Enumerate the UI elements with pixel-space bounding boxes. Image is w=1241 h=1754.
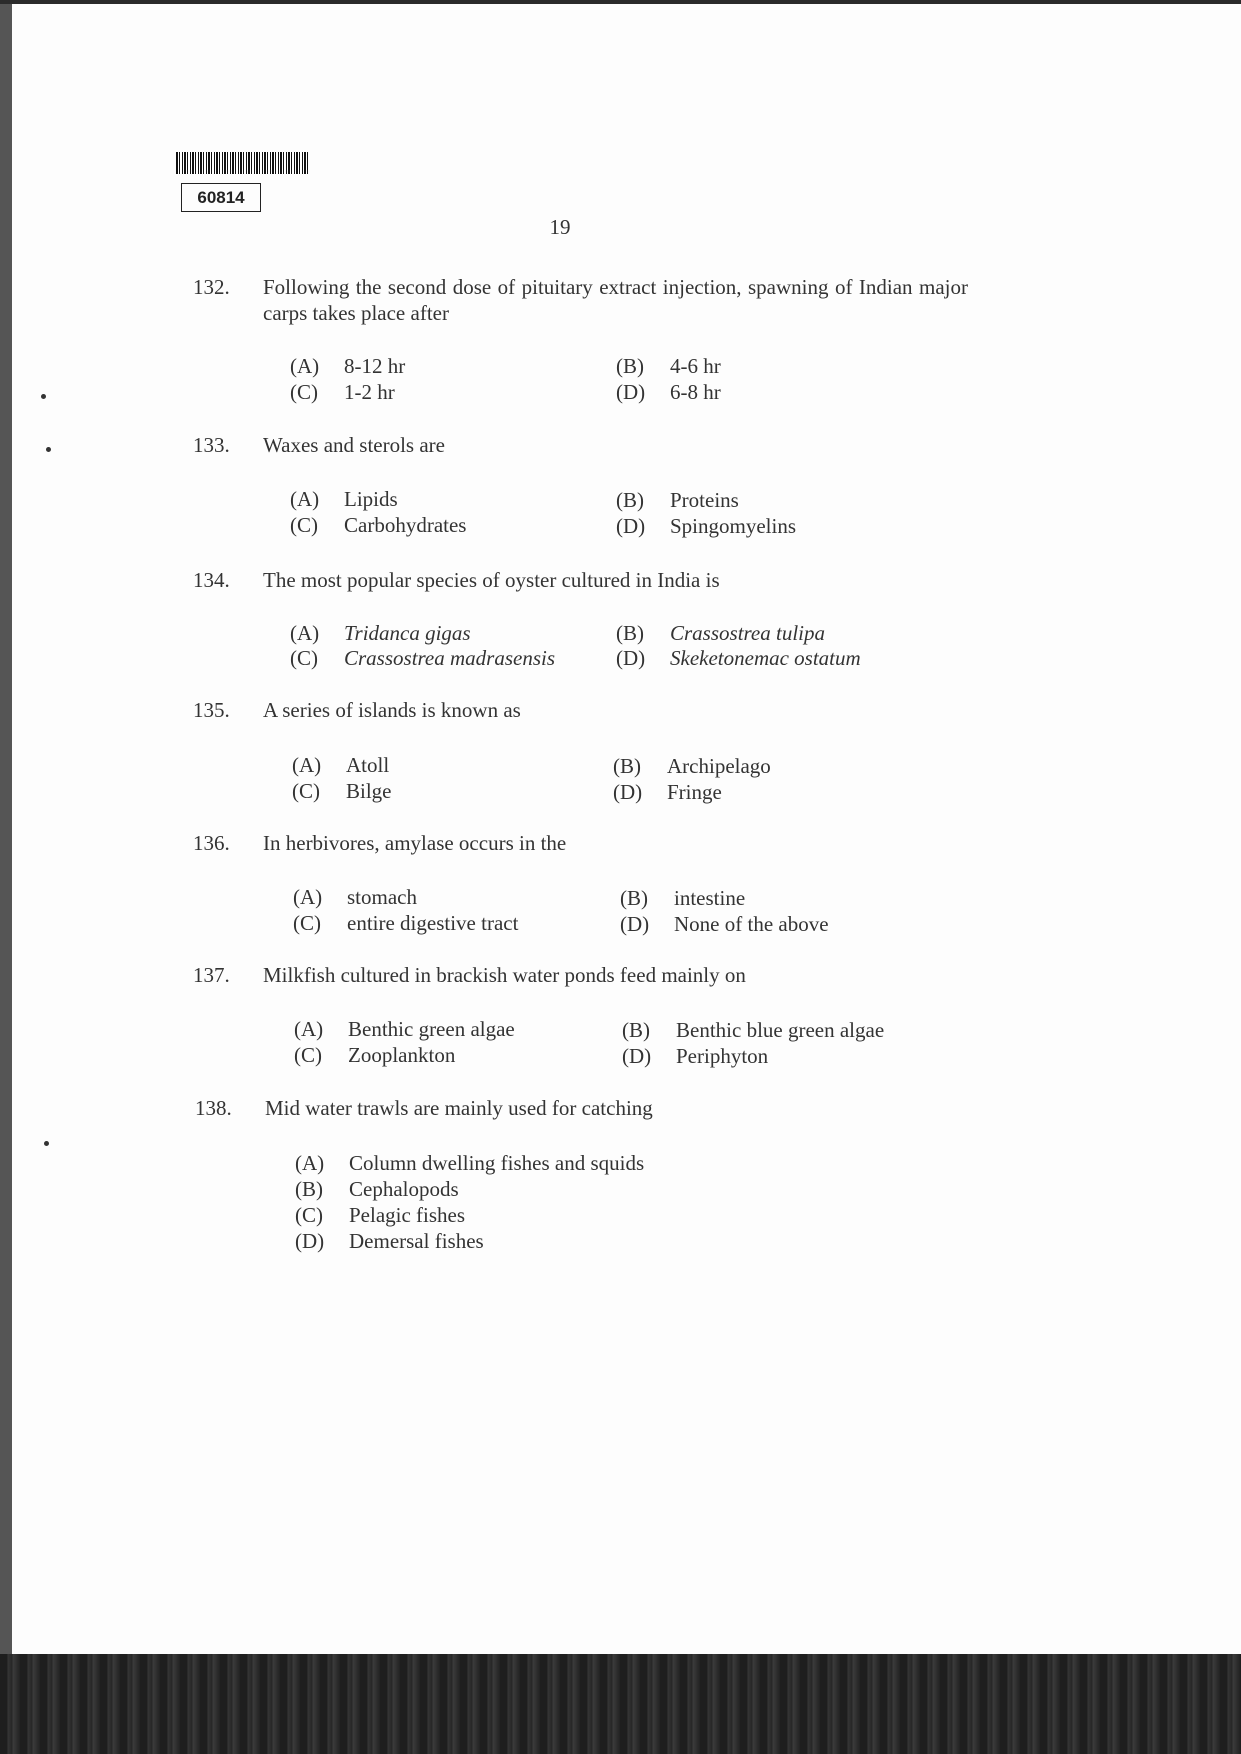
question-text: The most popular species of oyster cultured in India is bbox=[263, 568, 720, 592]
option-text: stomach bbox=[347, 885, 417, 909]
option-label: (B) bbox=[616, 488, 644, 512]
question-text: Milkfish cultured in brackish water ponds feed mainly on bbox=[263, 963, 746, 987]
question-text: Waxes and sterols are bbox=[263, 433, 445, 457]
option-label: (D) bbox=[622, 1044, 652, 1068]
option-label: (A) bbox=[293, 885, 323, 909]
option-label: (C) bbox=[294, 1043, 322, 1067]
booklet-code: 60814 bbox=[181, 183, 261, 212]
option-text: Spingomyelins bbox=[670, 514, 797, 538]
scan-edge bbox=[0, 4, 12, 1654]
option-label: (A) bbox=[294, 1017, 324, 1041]
option-text: Atoll bbox=[346, 753, 390, 777]
option-text: Cephalopods bbox=[349, 1177, 459, 1201]
option-text: Carbohydrates bbox=[344, 513, 467, 537]
option-label: (C) bbox=[290, 646, 318, 670]
option-text: entire digestive tract bbox=[347, 911, 519, 935]
option-text: Proteins bbox=[670, 488, 739, 512]
question-text: Following the second dose of pituitary extract injection, spawning of Indian major carps takes place after bbox=[263, 275, 968, 325]
question-number: 132. bbox=[193, 275, 230, 299]
option-label: (A) bbox=[290, 354, 320, 378]
option-text: 1-2 hr bbox=[344, 380, 395, 404]
option-text: Pelagic fishes bbox=[349, 1203, 466, 1227]
option-text: 6-8 hr bbox=[670, 380, 721, 404]
option-label: (D) bbox=[295, 1229, 325, 1253]
option-text: Benthic green algae bbox=[348, 1017, 515, 1041]
option-label: (D) bbox=[616, 514, 646, 538]
option-text: intestine bbox=[674, 886, 746, 910]
option-text: Zooplankton bbox=[348, 1043, 456, 1067]
option-text: Tridanca gigas bbox=[344, 621, 471, 645]
option-label: (C) bbox=[292, 779, 320, 803]
option-label: (B) bbox=[616, 621, 644, 645]
option-label: (A) bbox=[290, 487, 320, 511]
scan-speck bbox=[41, 394, 46, 399]
question-number: 138. bbox=[195, 1096, 232, 1120]
option-text: Skeketonemac ostatum bbox=[670, 646, 861, 670]
option-label: (C) bbox=[293, 911, 321, 935]
option-label: (C) bbox=[295, 1203, 323, 1227]
option-label: (B) bbox=[613, 754, 641, 778]
page-number: 19 bbox=[549, 215, 571, 239]
option-text: Crassostrea tulipa bbox=[670, 621, 825, 645]
option-text: Fringe bbox=[667, 780, 722, 804]
option-label: (A) bbox=[292, 753, 322, 777]
option-text: Crassostrea madrasensis bbox=[344, 646, 556, 670]
paper-sheet bbox=[0, 4, 1241, 1654]
option-label: (D) bbox=[620, 912, 650, 936]
option-text: 8-12 hr bbox=[344, 354, 406, 378]
option-label: (D) bbox=[616, 646, 646, 670]
option-text: Column dwelling fishes and squids bbox=[349, 1151, 645, 1175]
question-text: Mid water trawls are mainly used for catching bbox=[265, 1096, 653, 1120]
option-text: Archipelago bbox=[667, 754, 771, 778]
option-text: None of the above bbox=[674, 912, 829, 936]
option-text: Benthic blue green algae bbox=[676, 1018, 885, 1042]
scan-speck bbox=[46, 447, 51, 452]
option-label: (B) bbox=[295, 1177, 323, 1201]
option-label: (C) bbox=[290, 380, 318, 404]
option-text: Demersal fishes bbox=[349, 1229, 484, 1253]
option-label: (C) bbox=[290, 513, 318, 537]
option-label: (D) bbox=[616, 380, 646, 404]
scan-speck bbox=[44, 1141, 49, 1146]
question-number: 136. bbox=[193, 831, 230, 855]
question-number: 133. bbox=[193, 433, 230, 457]
question-text: A series of islands is known as bbox=[263, 698, 521, 722]
question-number: 135. bbox=[193, 698, 230, 722]
option-label: (D) bbox=[613, 780, 643, 804]
option-text: Bilge bbox=[346, 779, 392, 803]
question-number: 134. bbox=[193, 568, 230, 592]
question-text: In herbivores, amylase occurs in the bbox=[263, 831, 567, 855]
option-label: (A) bbox=[295, 1151, 325, 1175]
barcode bbox=[176, 152, 308, 174]
option-label: (B) bbox=[622, 1018, 650, 1042]
option-label: (A) bbox=[290, 621, 320, 645]
option-label: (B) bbox=[620, 886, 648, 910]
option-text: Lipids bbox=[344, 487, 398, 511]
option-text: 4-6 hr bbox=[670, 354, 721, 378]
scanner-bottom-band bbox=[0, 1654, 1241, 1754]
option-text: Periphyton bbox=[676, 1044, 769, 1068]
option-label: (B) bbox=[616, 354, 644, 378]
question-number: 137. bbox=[193, 963, 230, 987]
